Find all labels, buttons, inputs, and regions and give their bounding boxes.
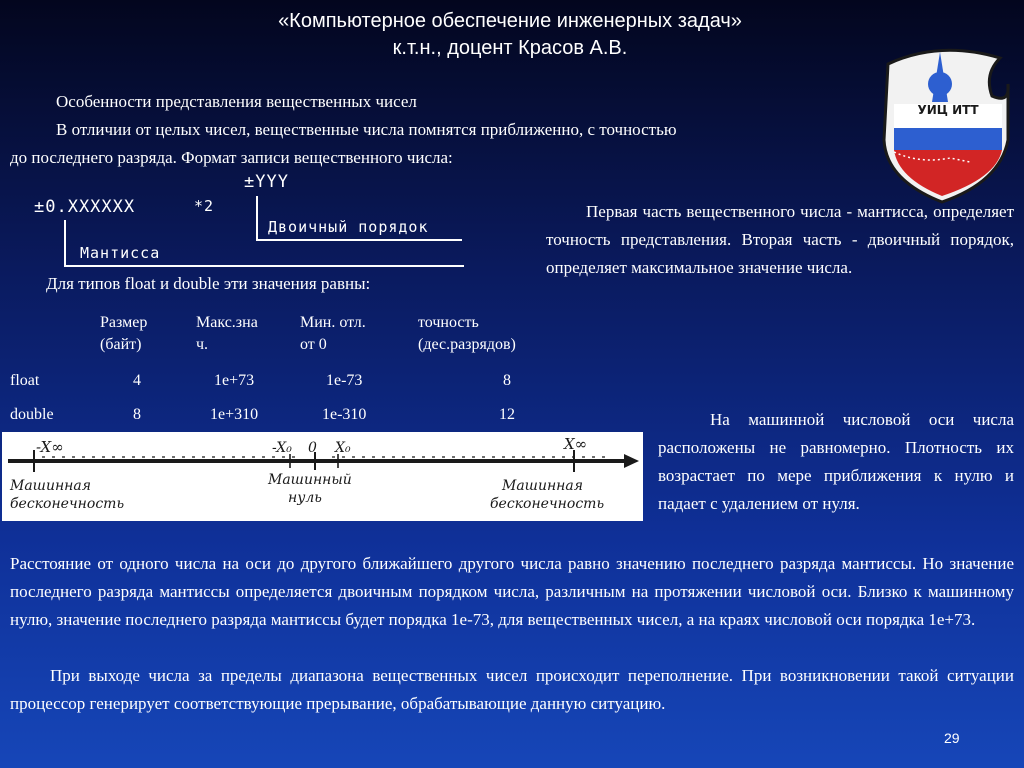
row-double-size: 8 bbox=[133, 406, 141, 423]
times-two: *2 bbox=[194, 197, 215, 215]
row-float-size: 4 bbox=[133, 372, 141, 389]
page-number: 29 bbox=[944, 730, 960, 746]
row-float-max: 1e+73 bbox=[214, 372, 255, 389]
header-min: Мин. отл. от 0 bbox=[300, 314, 366, 353]
slide-title-block bbox=[160, 8, 860, 62]
label-right-line1: Машинная bbox=[502, 478, 584, 494]
mantissa-format: ±0.XXXXXX bbox=[34, 197, 136, 217]
logo-text: УИЦ ИТТ bbox=[917, 103, 979, 117]
label-center-line2: нуль bbox=[288, 490, 322, 506]
label-left-line1: Машинная bbox=[10, 478, 92, 494]
slide-title: «Компьютерное обеспечение инженерных задач» bbox=[278, 10, 742, 32]
mantissa-bracket-horizontal bbox=[64, 265, 464, 267]
exponent-label: ±YYY bbox=[244, 172, 289, 192]
row-float-name: float bbox=[10, 372, 40, 389]
institute-logo bbox=[880, 44, 1020, 204]
mantissa-bracket-vertical bbox=[64, 220, 66, 266]
slide-subtitle: к.т.н., доцент Красов А.В. bbox=[392, 37, 628, 59]
row-float-precision: 8 bbox=[503, 372, 511, 389]
intro-line-1: В отличии от целых чисел, вещественные числа помнятся приближенно, с точностью bbox=[56, 120, 677, 139]
bottom-paragraph-2: При выходе числа за пределы диапазона вещественных чисел происходит переполнение. При возникновении такой ситуации процессор генерирует соответствующие прерывание, обрабатывающие данную ситуацию. bbox=[10, 666, 1014, 713]
bottom-paragraph-1: Расстояние от одного числа на оси до другого ближайшего другого числа равно значению последнего разряда мантиссы. Но значение последнего разряда мантиссы определяется двоичным порядком числа, различным на протяжении числовой оси. Близко к машинному нулю, значение последнего разряда мантиссы будет порядка 1e-73, для вещественных чисел, а на краях числовой оси порядка 1e+73. bbox=[10, 554, 1014, 629]
mantissa-label: Мантисса bbox=[80, 244, 161, 262]
row-double-name: double bbox=[10, 406, 54, 423]
label-right-line2: бесконечность bbox=[490, 496, 605, 512]
header-max: Макс.зна ч. bbox=[196, 314, 258, 353]
row-float-min: 1e-73 bbox=[326, 372, 363, 389]
row-double-max: 1e+310 bbox=[210, 406, 259, 423]
intro-line-2: до последнего разряда. Формат записи вещественного числа: bbox=[10, 148, 453, 167]
machine-axis-diagram bbox=[2, 432, 643, 521]
order-bracket-horizontal bbox=[256, 239, 462, 241]
order-bracket-vertical bbox=[256, 196, 258, 240]
label-pos-inf: X∞ bbox=[564, 435, 588, 453]
header-precision: точность (дес.разрядов) bbox=[418, 314, 516, 353]
section-heading: Особенности представления вещественных чисел bbox=[56, 92, 417, 111]
axis-explanation: На машинной числовой оси числа расположены не равномерно. Плотность их возрастает по мере приближения к нулю и падает с удалением от нуля. bbox=[658, 410, 1014, 513]
label-center-line1: Машинный bbox=[268, 472, 352, 488]
label-neg-inf: -X∞ bbox=[36, 438, 64, 456]
label-neg-x0: -X₀ bbox=[272, 440, 292, 456]
row-double-precision: 12 bbox=[499, 406, 515, 423]
types-intro: Для типов float и double эти значения равны: bbox=[46, 274, 371, 293]
order-label: Двоичный порядок bbox=[268, 218, 429, 236]
mantissa-explanation: Первая часть вещественного числа - мантисса, определяет точность представления. Вторая часть - двоичный порядок, определяет максимальное значение числа. bbox=[546, 202, 1014, 277]
label-left-line2: бесконечность bbox=[10, 496, 125, 512]
label-pos-x0: X₀ bbox=[335, 440, 351, 456]
row-double-min: 1e-310 bbox=[322, 406, 367, 423]
header-size: Размер (байт) bbox=[100, 314, 148, 353]
label-zero: 0 bbox=[308, 440, 317, 456]
